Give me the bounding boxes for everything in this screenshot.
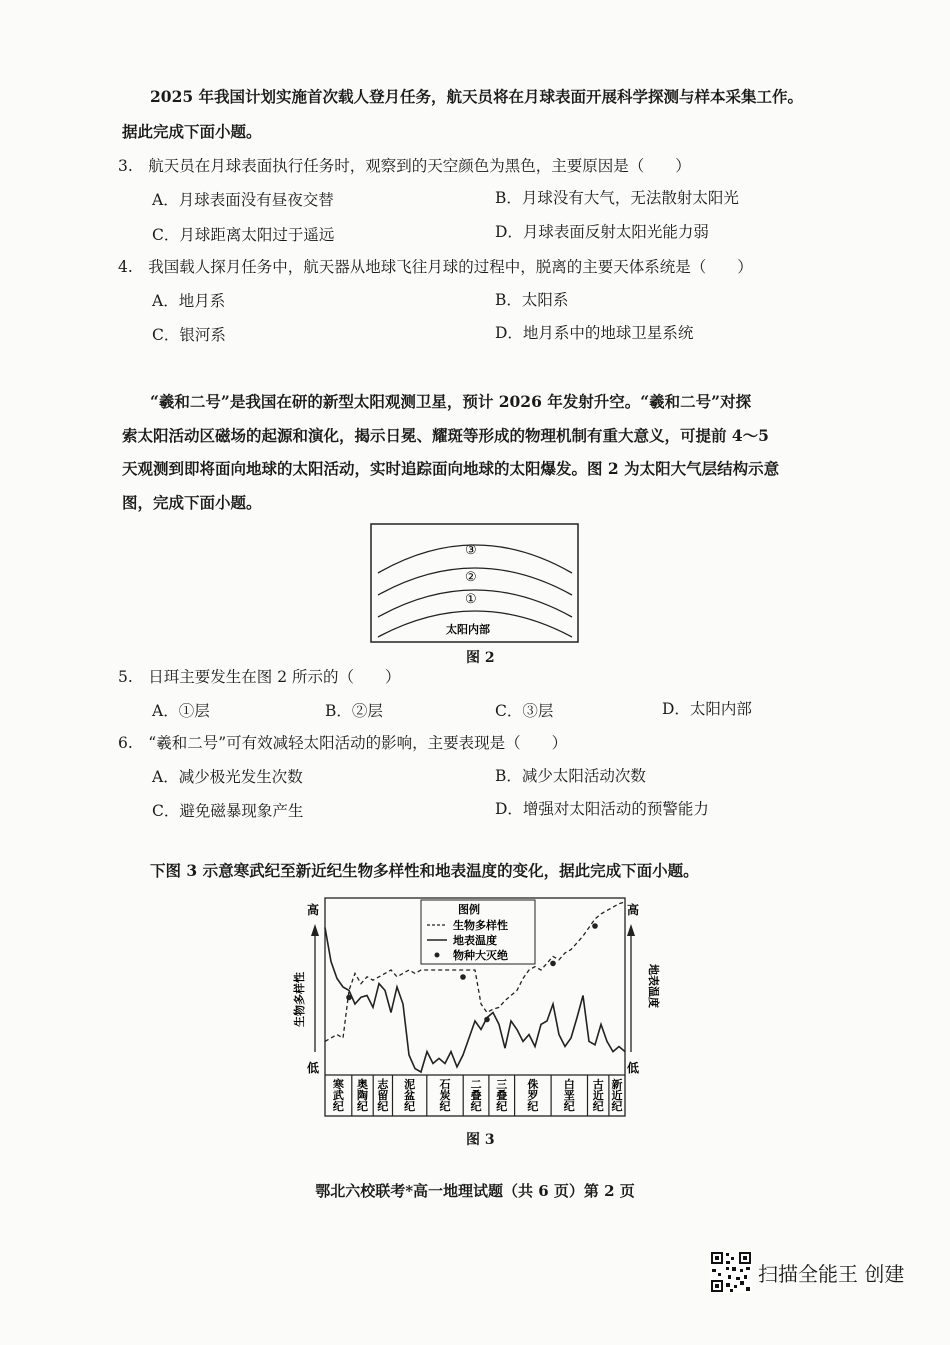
figure-3-caption: 图 3 (466, 1132, 495, 1148)
q5-option-c: C．③层 (495, 702, 554, 720)
period-band (333, 1075, 623, 1116)
extinction-marker (484, 1017, 490, 1023)
q3-option-c: C．月球距离太阳过于遥远 (152, 226, 335, 244)
extinction-marker (346, 995, 352, 1001)
q4-option-a: A．地月系 (152, 292, 226, 310)
extinction-marker (550, 961, 556, 967)
period-label: 志留纪 (377, 1078, 389, 1113)
q4-stem: 4. 我国载人探月任务中，航天器从地球飞往月球的过程中，脱离的主要天体系统是（ ） (118, 258, 753, 276)
q3-option-a: A．月球表面没有昼夜交替 (152, 191, 334, 209)
right-high-label: 高 (627, 903, 640, 917)
period-label: 三叠纪 (496, 1078, 508, 1113)
legend-extinct-swatch (435, 953, 440, 958)
q5-option-a: A．①层 (152, 702, 210, 720)
period-label: 新近纪 (611, 1078, 623, 1113)
left-arrowhead (311, 924, 319, 936)
legend-extinct-label: 物种大灭绝 (453, 949, 508, 962)
left-axis-title: 生物多样性 (293, 972, 306, 1027)
period-label: 泥盆纪 (404, 1078, 416, 1113)
intro2-line3: 天观测到即将面向地球的太阳活动，实时追踪面向地球的太阳爆发。图 2 为太阳大气层结构示意 (122, 459, 780, 478)
q5-option-b: B．②层 (325, 702, 383, 720)
legend-temp-label: 地表温度 (453, 934, 497, 947)
extinction-marker (460, 974, 466, 980)
legend (421, 900, 535, 964)
intro3: 下图 3 示意寒武纪至新近纪生物多样性和地表温度的变化，据此完成下面小题。 (150, 861, 699, 880)
period-label: 石炭纪 (439, 1078, 451, 1113)
q3-stem: 3. 航天员在月球表面执行任务时，观察到的天空颜色为黑色，主要原因是（ ） (118, 157, 691, 175)
layer-2-label: ② (465, 570, 477, 585)
period-label: 侏罗纪 (527, 1078, 539, 1113)
layer-3-label: ③ (465, 543, 477, 558)
legend-bio-label: 生物多样性 (453, 919, 508, 932)
period-label: 寒武纪 (332, 1078, 344, 1113)
extinction-marker (592, 923, 598, 929)
period-label: 二叠纪 (470, 1078, 482, 1113)
intro1-line1: 2025 年我国计划实施首次载人登月任务，航天员将在月球表面开展科学探测与样本采集工作。 (150, 87, 804, 106)
left-high-label: 高 (307, 903, 320, 917)
q3-option-b: B．月球没有大气，无法散射太阳光 (495, 189, 739, 207)
figure-2-caption: 图 2 (466, 650, 495, 666)
period-label: 奥陶纪 (357, 1078, 368, 1113)
q6-stem: 6. “羲和二号”可有效减轻太阳活动的影响，主要表现是（ ） (118, 734, 568, 752)
q3-option-d: D．月球表面反射太阳光能力弱 (495, 223, 709, 241)
interior-label: 太阳内部 (446, 623, 490, 636)
right-axis-title: 地表温度 (647, 964, 660, 1008)
q5-option-d: D．太阳内部 (662, 700, 752, 718)
q6-option-a: A．减少极光发生次数 (152, 768, 303, 786)
intro2-line4: 图，完成下面小题。 (122, 493, 262, 512)
layer-1-label: ① (465, 592, 477, 607)
intro2-line1: “羲和二号”是我国在研的新型太阳观测卫星，预计 2026 年发射升空。“羲和二号”对探 (150, 392, 752, 411)
q4-option-d: D．地月系中的地球卫星系统 (495, 324, 694, 342)
qr-code-icon (710, 1251, 752, 1293)
right-arrowhead (627, 924, 635, 936)
q5-stem: 5. 日珥主要发生在图 2 所示的（ ） (118, 668, 401, 686)
period-label: 古近纪 (592, 1078, 604, 1113)
left-low-label: 低 (307, 1061, 320, 1075)
q6-option-d: D．增强对太阳活动的预警能力 (495, 800, 709, 818)
figure-2-sun-atmosphere (370, 523, 580, 648)
q4-option-b: B．太阳系 (495, 291, 569, 309)
page-footer: 鄂北六校联考*高一地理试题（共 6 页）第 2 页 (315, 1182, 635, 1200)
q6-option-b: B．减少太阳活动次数 (495, 767, 646, 785)
period-label: 白垩纪 (563, 1078, 575, 1113)
q4-option-c: C．银河系 (152, 326, 226, 344)
intro2-line2: 索太阳活动区磁场的起源和演化，揭示日冕、耀斑等形成的物理机制有重大意义，可提前 4～5 (122, 426, 769, 445)
right-low-label: 低 (627, 1061, 640, 1075)
q6-option-c: C．避免磁暴现象产生 (152, 802, 304, 820)
scanner-watermark: 扫描全能王 创建 (758, 1262, 905, 1286)
legend-title: 图例 (458, 903, 480, 916)
figure-3-chart (293, 892, 660, 1132)
intro1-line2: 据此完成下面小题。 (122, 122, 262, 141)
